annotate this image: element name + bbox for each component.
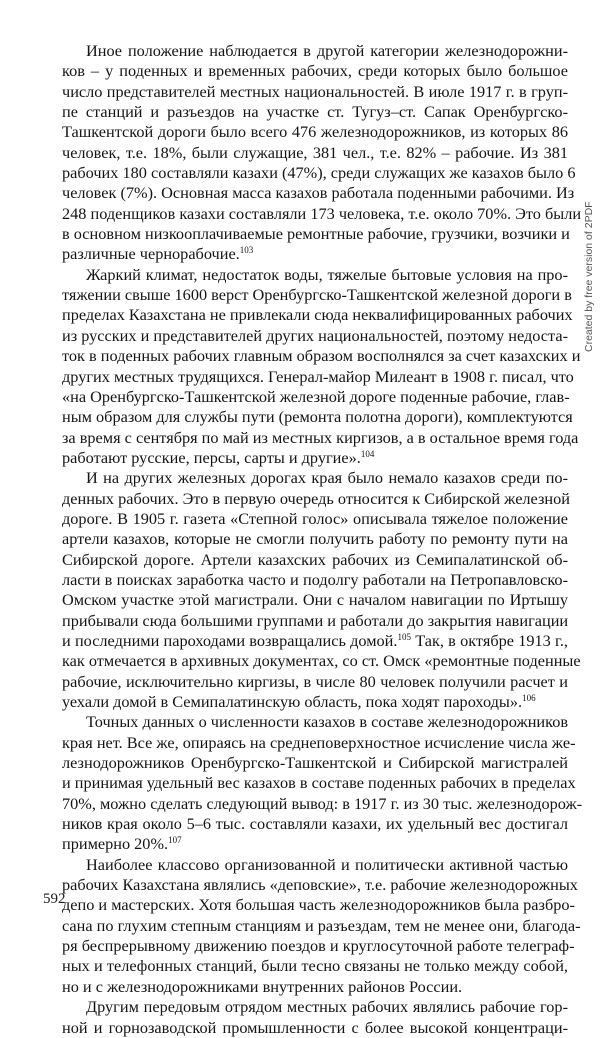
text-line	[62, 82, 568, 102]
text-line	[62, 732, 576, 753]
line-text: пе станций и разъездов на участке ст. Тугуз–ст. Сапак Оренбургско-	[62, 102, 568, 122]
footnote-marker: 104	[360, 448, 375, 459]
paragraph	[62, 264, 581, 468]
line-text: человек (7%). Основная масса казахов работала поденными рабочими. Из	[62, 183, 575, 203]
line-text: Сибирской дороге. Артели казахских рабочих из Семипалатинской об-	[62, 549, 568, 569]
line-text: ря беспрерывному движению поездов и круглосуточной работе телеграф-	[62, 936, 575, 956]
text-line	[62, 529, 568, 549]
text-line	[62, 203, 582, 224]
text-line	[62, 509, 568, 529]
text-line	[62, 366, 574, 387]
line-text: Наиболее классово организованной и политически активной частью	[86, 854, 568, 874]
line-text: других местных трудящихся. Генерал-майор Милеант в 1908 г. писал, что	[62, 366, 574, 386]
line-text: ток в поденных рабочих главным образом восполнялся за счет казахских и	[62, 346, 581, 366]
line-text: рабочих Казахстана являлись «деповские», т.е. рабочие железнодорожных	[62, 875, 578, 895]
line-text: пределах Казахстана не привлекали сюда неквалифицированных рабочих	[62, 305, 573, 325]
paragraph	[62, 854, 581, 997]
line-text: рабочие, исключительно киргизы, в числе 80 человек получили расчет и	[62, 671, 568, 691]
line-text: и последними пароходами возвращались домой.	[62, 630, 398, 650]
line-text: 248 поденщиков казахи составляли 173 человека, т.е. около 70%. Это были	[62, 203, 582, 223]
line-text: ников края около 5–6 тыс. составляли казахи, их удельный вес достигал	[62, 814, 568, 834]
text-line	[62, 122, 568, 142]
document-page	[62, 41, 583, 1038]
text-line	[62, 468, 568, 488]
line-text: уехали домой в Семипалатинскую область, пока ходят пароходы».	[62, 692, 523, 711]
line-text: Омском участке этой магистрали. Они с началом навигации по Иртышу	[62, 590, 568, 610]
text-line	[62, 814, 568, 834]
text-line	[62, 997, 568, 1017]
line-text: Жаркий климат, недостаток воды, тяжелые бытовые условия на про-	[86, 264, 568, 284]
line-text: артели казахов, которые не смогли получить работу по ремонту пути на	[62, 529, 568, 549]
line-text: в основном низкооплачиваемые ремонтные рабочие, грузчики, возчики и	[62, 224, 570, 244]
text-line	[62, 489, 568, 509]
text-line	[62, 163, 576, 183]
text-line	[62, 672, 568, 692]
text-line	[62, 244, 568, 264]
text-line	[62, 550, 568, 570]
line-text: число представителей местных национальностей. В июле 1917 г. в груп-	[62, 81, 568, 101]
text-line	[62, 326, 568, 346]
footnote-marker: 103	[239, 245, 254, 256]
footnote-marker: 107	[168, 835, 182, 846]
line-text: и принимая удельный вес казахов в составе поденных рабочих в пределах	[62, 773, 576, 793]
line-text: «на Оренбургско-Ташкентской железной дороге поденные рабочие, глав-	[62, 386, 570, 406]
text-line	[62, 224, 568, 244]
line-text: края нет. Все же, опираясь на среднеповерхностное исчисление числа же-	[62, 732, 576, 752]
text-line	[62, 407, 573, 427]
paragraph	[62, 468, 581, 712]
paragraph	[62, 41, 582, 265]
line-text: денных рабочих. Это в первую очередь относится к Сибирской железной	[62, 488, 570, 508]
line-text: ков – у поденных и временных рабочих, среди которых было большое	[62, 61, 568, 81]
text-line	[62, 855, 568, 875]
line-text: Иное положение наблюдается в другой категории железнодорожни-	[86, 41, 568, 60]
text-line	[62, 915, 581, 936]
paragraph	[62, 997, 568, 1038]
text-line	[62, 631, 568, 651]
line-text: Точных данных о численности казахов в составе железнодорожников	[86, 712, 569, 732]
text-line	[62, 977, 568, 997]
line-text: сана по глухим степным станциям и разъездам, тем не менее они, благода-	[62, 915, 581, 935]
text-line	[62, 305, 573, 325]
text-line	[62, 875, 578, 895]
text-line	[62, 793, 583, 814]
line-text: как отмечается в архивных документах, со ст. Омск «ремонтные поденные	[62, 651, 581, 671]
text-line	[62, 61, 568, 81]
text-line	[62, 143, 568, 163]
line-text: прибывали сюда большими группами и работали до закрытия навигации	[62, 610, 569, 630]
line-text: 70%, можно сделать следующий вывод: в 1917 г. из 30 тыс. железнодорож-	[62, 793, 583, 813]
text-line	[62, 590, 568, 610]
text-line	[62, 895, 575, 915]
line-text: за время с сентября по май из местных киргизов, а в остальное время года	[62, 427, 579, 447]
page-number: 592	[43, 891, 66, 907]
line-text: ных и телефонных станций, были тесно связаны не только между собой,	[62, 956, 568, 976]
text-line	[62, 956, 568, 976]
line-text: ной и горнозаводской промышленности с более высокой концентраци-	[62, 1017, 568, 1037]
line-text: дороге. В 1905 г. газета «Степной голос» описывала тяжелое положение	[62, 508, 568, 528]
text-line	[62, 692, 568, 712]
text-line	[62, 611, 568, 631]
text-line	[62, 651, 581, 671]
text-line	[62, 346, 581, 366]
text-line	[62, 448, 568, 468]
paragraph	[62, 712, 583, 854]
text-line	[62, 102, 568, 122]
line-text: И на других железных дорогах края было немало казахов среди по-	[86, 468, 568, 488]
line-text: тяжении свыше 1600 верст Оренбургско-Ташкентской железной дороги в	[62, 285, 572, 305]
text-line	[62, 427, 579, 448]
line-text: Другим передовым отрядом местных рабочих являлись рабочие гор-	[86, 997, 568, 1017]
text-line	[62, 387, 568, 407]
line-text: ласти в поисках заработка часто и подолгу работали на Петропавловско-	[62, 569, 568, 589]
text-line	[62, 265, 568, 285]
text-line	[62, 773, 576, 793]
text-line	[62, 753, 568, 773]
text-line	[62, 570, 568, 590]
text-line	[62, 41, 568, 61]
line-text: примерно 20%.	[62, 834, 169, 854]
line-text: лезнодорожников Оренбургско-Ташкентской и Сибирской магистралей	[62, 753, 568, 773]
footnote-marker: 106	[522, 693, 536, 703]
line-text: работают русские, персы, сарты и другие».	[62, 447, 361, 467]
watermark: Created by free version of 2PDF	[583, 201, 595, 352]
line-text: человек, т.е. 18%, были служащие, 381 чел., т.е. 82% – рабочие. Из 381	[62, 142, 568, 162]
line-text: депо и мастерских. Хотя большая часть железнодорожников была разбро-	[62, 895, 575, 915]
line-text: различные чернорабочие.	[62, 244, 240, 264]
line-text: Ташкентской дороги было всего 476 железнодорожников, из которых 86	[62, 122, 568, 142]
text-line	[62, 183, 575, 203]
text-line	[62, 712, 568, 732]
line-text: рабочих 180 составляли казахи (47%), среди служащих же казахов было 6	[62, 163, 576, 183]
footnote-marker: 105	[397, 631, 411, 642]
line-text: из русских и представителей других национальностей, поэтому недоста-	[62, 325, 568, 345]
text-line	[62, 834, 568, 854]
line-text: ным образом для службы пути (ремонта полотна дороги), комплектуются	[62, 407, 573, 427]
text-line	[62, 1018, 568, 1038]
line-text: но и с железнодорожниками внутренних районов России.	[62, 976, 463, 996]
line-text-continued: Так, в октябре 1913 г.,	[410, 630, 568, 650]
text-line	[62, 936, 575, 956]
text-line	[62, 285, 572, 305]
